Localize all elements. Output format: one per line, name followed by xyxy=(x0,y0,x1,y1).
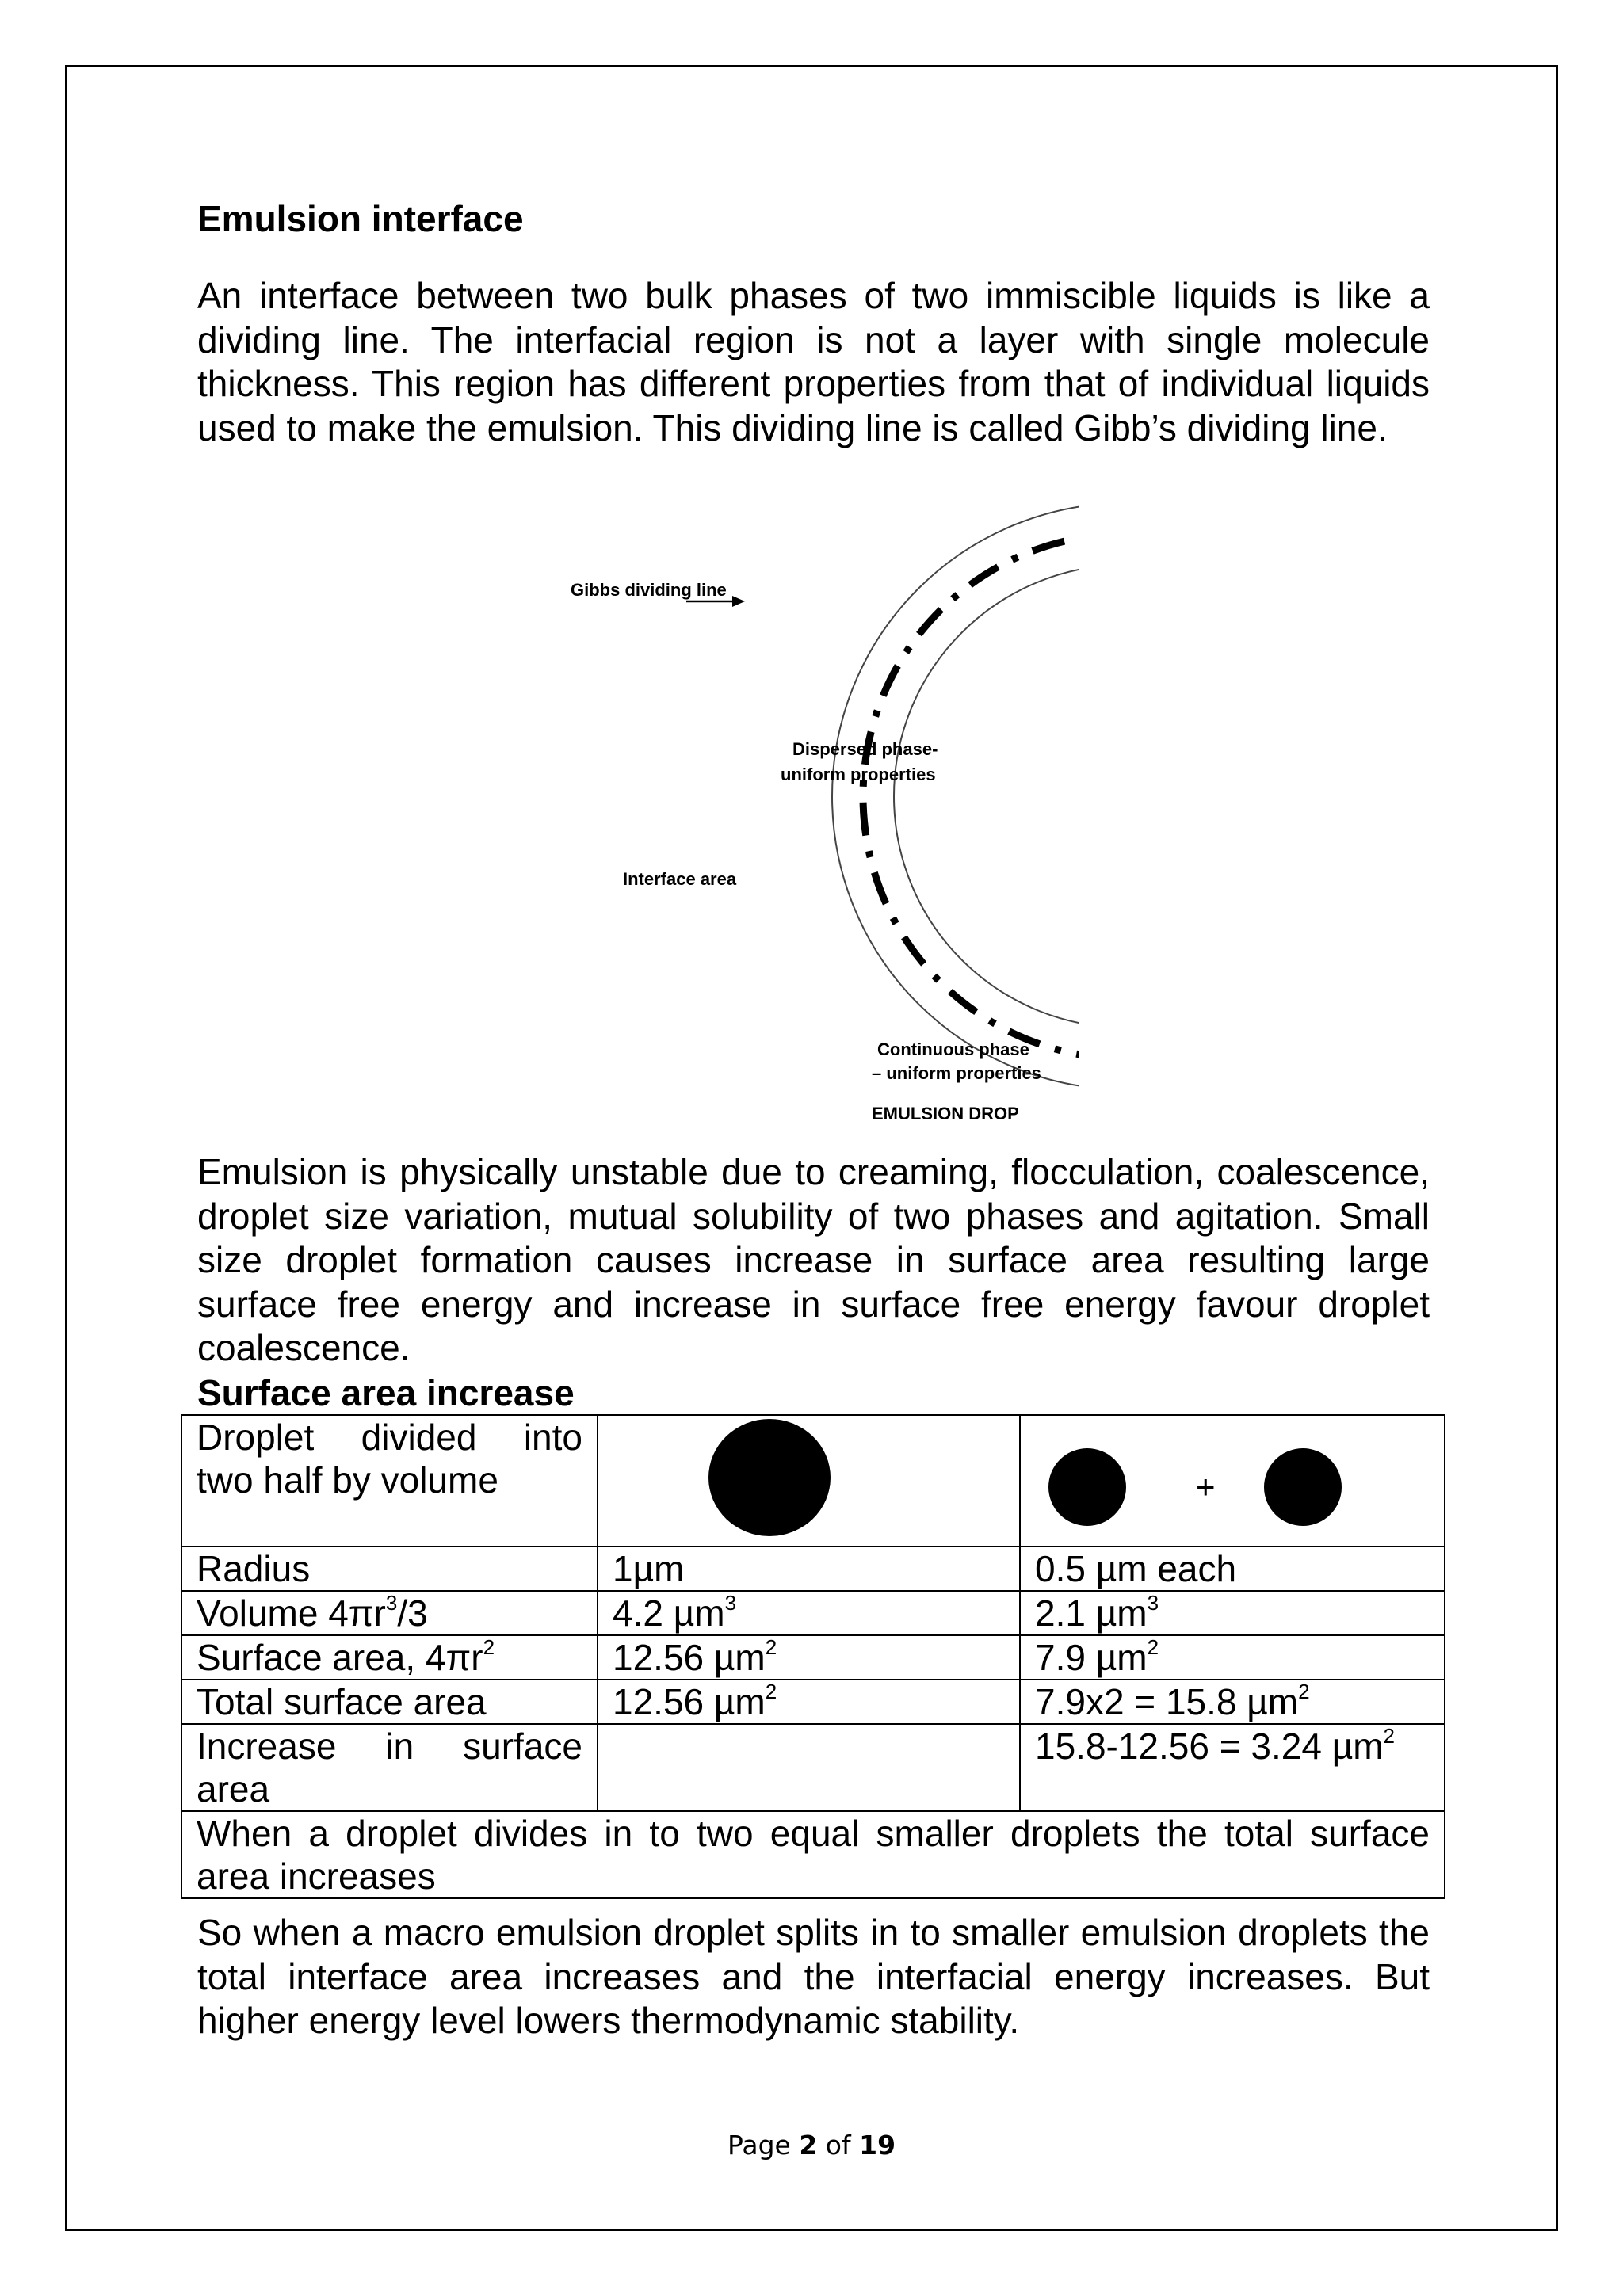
row-label: Radius xyxy=(181,1547,598,1591)
stability-paragraph: Emulsion is physically unstable due to creaming, flocculation, coalescence, droplet size variation, mutual solubility of two phases and agitation. Small size droplet formation causes increase in surface area resulting large surface free energy and increase in surface free energy favour droplet coalescence. xyxy=(197,1151,1430,1368)
section-title: Emulsion interface xyxy=(197,198,524,239)
row-label: Volume $4\pi r^3/3$ xyxy=(181,1591,598,1635)
split-droplet-value: 7.9x2 = 15.8 µm$^2$ xyxy=(1020,1680,1445,1724)
single-droplet-value: 1µm xyxy=(598,1547,1020,1591)
large-droplet-drawing xyxy=(598,1416,1019,1544)
conclusion-paragraph: So when a macro emulsion droplet splits in to smaller emulsion droplets the total interface area increases and the interfacial energy increases. But higher energy level lowers thermodynamic stability. xyxy=(197,1912,1430,2041)
split-droplet-value: 2.1 µm$^3$ xyxy=(1020,1591,1445,1635)
continuous-label-1: Continuous phase xyxy=(877,1039,1029,1059)
increase-label: Increase in surface area xyxy=(181,1724,598,1811)
table-row xyxy=(181,1635,1445,1680)
table-row-droplets xyxy=(181,1415,1445,1547)
emulsion-drop-diagram xyxy=(555,487,1109,1133)
gibbs-label: Gibbs dividing line xyxy=(571,580,727,600)
large-droplet-cell xyxy=(598,1415,1020,1547)
gibbs-dividing-line-circle xyxy=(863,534,1109,1058)
inner-boundary-circle xyxy=(894,565,1109,1028)
small-droplet-right xyxy=(1264,1448,1342,1526)
table-row xyxy=(181,1547,1445,1591)
split-droplet-value: 0.5 µm each xyxy=(1020,1547,1445,1591)
footer-current-page: 2 xyxy=(799,2130,818,2161)
table-row-increase xyxy=(181,1724,1445,1811)
dispersed-label-2: uniform properties xyxy=(781,765,936,784)
single-droplet-value: 12.56 µm$^2$ xyxy=(598,1680,1020,1724)
empty-cell xyxy=(598,1724,1020,1811)
droplet-division-label: Droplet divided into two half by volume xyxy=(181,1415,598,1547)
diagram-caption: EMULSION DROP xyxy=(872,1104,1019,1123)
row-label: Surface area, $4\pi r^2$ xyxy=(181,1635,598,1680)
page-footer xyxy=(0,2130,1623,2161)
gibbs-arrowhead xyxy=(732,596,745,607)
single-droplet-value: 12.56 µm$^2$ xyxy=(598,1635,1020,1680)
interface-label: Interface area xyxy=(623,869,737,889)
outer-boundary-circle xyxy=(832,503,1109,1089)
small-droplet-left xyxy=(1048,1448,1126,1526)
table-row-summary xyxy=(181,1811,1445,1898)
table-summary: When a droplet divides in to two equal smaller droplets the total surface area increases xyxy=(181,1811,1445,1898)
table-row xyxy=(181,1591,1445,1635)
footer-prefix: Page xyxy=(727,2130,791,2161)
footer-of: of xyxy=(825,2130,851,2161)
increase-value: 15.8-12.56 = 3.24 µm$^2$ xyxy=(1020,1724,1445,1811)
large-droplet xyxy=(708,1419,831,1536)
continuous-label-2: – uniform properties xyxy=(872,1063,1041,1083)
small-droplets-cell xyxy=(1020,1415,1445,1547)
row-label: Total surface area xyxy=(181,1680,598,1724)
dispersed-label-1: Dispersed phase- xyxy=(792,739,938,759)
surface-area-table xyxy=(181,1414,1445,1899)
plus-sign: + xyxy=(1196,1468,1216,1505)
table-row xyxy=(181,1680,1445,1724)
split-droplet-value: 7.9 µm$^2$ xyxy=(1020,1635,1445,1680)
small-droplets-drawing xyxy=(1021,1416,1444,1544)
intro-paragraph: An interface between two bulk phases of two immiscible liquids is like a dividing line. The interfacial region is not a layer with single molecule thickness. This region has different properties from that of individual liquids used to make the emulsion. This dividing line is called Gibb’s dividing line. xyxy=(197,275,1430,448)
single-droplet-value: 4.2 µm$^3$ xyxy=(598,1591,1020,1635)
footer-total-pages: 19 xyxy=(859,2130,896,2161)
table-title: Surface area increase xyxy=(197,1372,575,1413)
